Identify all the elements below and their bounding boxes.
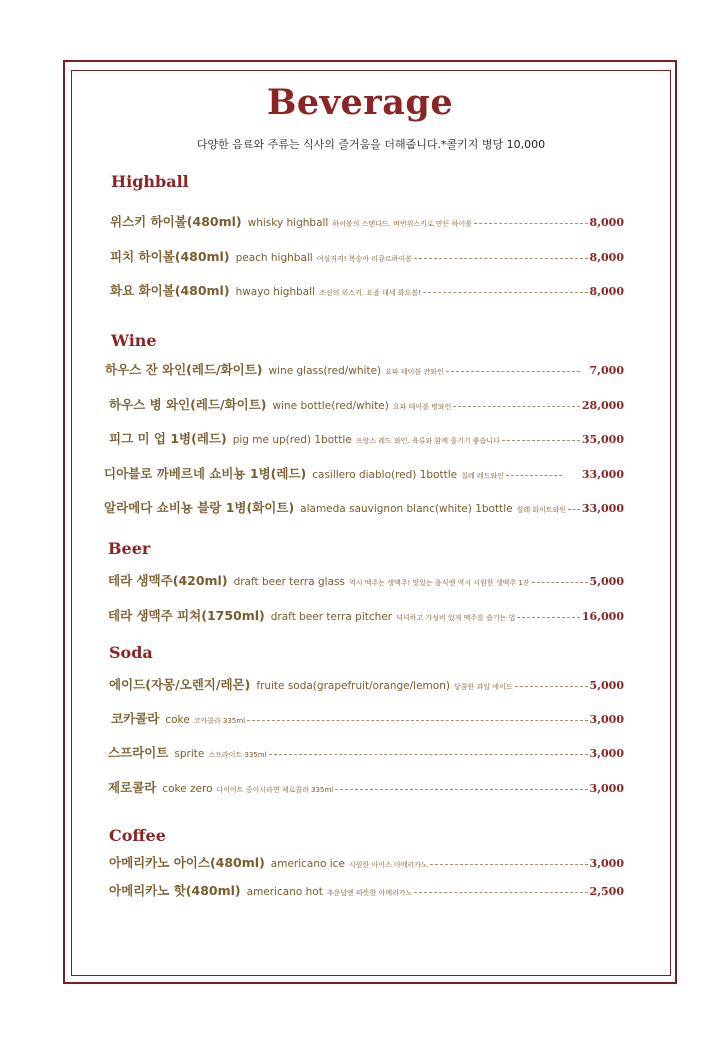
item-english-name: casillero diablo(red) 1bottle: [312, 469, 458, 481]
menu-item: [109, 853, 624, 871]
section-title-wine: Wine: [111, 331, 157, 350]
leader-dots: [532, 582, 588, 583]
item-price: 8,000: [589, 251, 624, 264]
item-price: 33,000: [581, 502, 624, 515]
leader-dots: [335, 789, 587, 790]
item-description: 역시 맥주는 생맥주! 맛있는 음식엔 역시 시원한 생맥주 1잔: [348, 579, 530, 587]
item-description: 요파 테이블 잔와인: [385, 368, 444, 376]
leader-dots: [453, 406, 579, 407]
menu-item: [110, 281, 624, 299]
item-price: 2,500: [589, 885, 624, 898]
menu-item: [108, 778, 624, 796]
leader-dots: [446, 371, 580, 372]
item-price: 3,000: [589, 713, 624, 726]
item-english-name: americano ice: [270, 858, 345, 870]
item-english-name: peach highball: [235, 252, 313, 264]
item-name: 화요 화이볼(480ml): [110, 283, 230, 298]
section-title-highball: Highball: [111, 172, 189, 191]
menu-item: [109, 395, 624, 413]
menu-item: [109, 429, 624, 447]
item-description: 요파 테이블 병와인: [392, 403, 452, 411]
item-name: 피치 하이볼(480ml): [110, 249, 230, 264]
item-description: 프랑스 레드 와인. 육류와 함께 즐기기 좋습니다: [355, 437, 500, 445]
menu-item: [109, 881, 624, 899]
item-description: 추운날엔 따뜻한 아메리카노: [326, 889, 413, 897]
menu-item: [108, 606, 624, 624]
page-subtitle: 다양한 음료와 주류는 식사의 즐거움을 더해줍니다.*콜키지 병당 10,000: [196, 138, 546, 151]
item-name: 하우스 잔 와인(레드/화이트): [105, 362, 263, 377]
leader-dots: [414, 892, 587, 893]
item-description: 조선의 위스키. 요즘 대세 화요볼!: [319, 289, 421, 297]
menu-item: [104, 498, 624, 516]
item-price: 16,000: [581, 610, 624, 623]
item-price: 5,000: [589, 679, 624, 692]
item-name: 위스키 하이볼(480ml): [110, 214, 242, 229]
item-name: 하우스 병 와인(레드/화이트): [109, 397, 267, 412]
item-price: 28,000: [581, 399, 624, 412]
item-name: 코카콜라: [111, 711, 160, 726]
leader-dots: [515, 686, 588, 687]
item-name: 테라 생맥주(420ml): [108, 573, 228, 588]
leader-dots: [269, 754, 588, 755]
menu-item: [105, 360, 624, 378]
item-price: 5,000: [589, 575, 624, 588]
item-english-name: wine bottle(red/white): [272, 400, 389, 412]
item-price: 33,000: [581, 468, 624, 481]
leader-dots: [430, 864, 588, 865]
item-english-name: draft beer terra pitcher: [270, 611, 393, 623]
item-description: 스프라이트 335ml: [208, 751, 267, 759]
item-english-name: wine glass(red/white): [268, 365, 382, 377]
item-name: 스프라이트: [108, 745, 169, 760]
page-title: Beverage: [266, 82, 454, 123]
item-description: 코카콜라 335ml: [193, 717, 246, 725]
item-price: 35,000: [581, 433, 624, 446]
item-english-name: americano hot: [246, 886, 323, 898]
menu-item: [111, 709, 624, 727]
item-english-name: whisky highball: [247, 217, 329, 229]
item-english-name: coke zero: [162, 783, 213, 795]
menu-item: [109, 675, 624, 693]
item-name: 아메리카노 아이스(480ml): [109, 855, 265, 870]
section-title-beer: Beer: [108, 539, 151, 558]
item-name: 아메리카노 핫(480ml): [109, 883, 241, 898]
item-name: 제로콜라: [108, 780, 157, 795]
item-description: 달콤한 과일 에이드: [453, 683, 513, 691]
item-english-name: coke: [165, 714, 190, 726]
leader-dots: [474, 223, 588, 224]
item-english-name: fruite soda(grapefruit/orange/lemon): [256, 680, 450, 692]
leader-dots: [506, 475, 562, 476]
section-title-soda: Soda: [109, 643, 153, 662]
item-english-name: hwayo highball: [235, 286, 316, 298]
menu-item: [110, 212, 624, 230]
item-price: 8,000: [589, 285, 624, 298]
leader-dots: [414, 258, 588, 259]
item-name: 피그 미 업 1병(레드): [109, 431, 227, 446]
item-name: 알라메다 쇼비뇽 블랑 1병(화이트): [104, 500, 295, 515]
item-description: 시원한 아이스 아메리카노: [348, 861, 428, 869]
item-english-name: pig me up(red) 1bottle: [232, 434, 352, 446]
leader-dots: [517, 617, 579, 618]
item-english-name: alameda sauvignon blanc(white) 1bottle: [300, 503, 513, 515]
item-description: 여심저격! 복숭아 리큐르하이볼: [316, 255, 412, 263]
leader-dots: [502, 440, 580, 441]
item-name: 에이드(자몽/오렌지/레몬): [109, 677, 251, 692]
item-description: 칠레 화이트와인: [516, 506, 567, 514]
item-price: 3,000: [589, 857, 624, 870]
menu-item: [108, 743, 624, 761]
item-price: 3,000: [589, 747, 624, 760]
leader-dots: [423, 292, 588, 293]
item-description: 넉넉하고 가성비 있게 맥주를 즐기는 법: [396, 614, 516, 622]
item-english-name: sprite: [174, 748, 205, 760]
item-description: 칠레 레드와인: [461, 472, 504, 480]
leader-dots: [568, 509, 580, 510]
item-english-name: draft beer terra glass: [233, 576, 345, 588]
item-description: 다이어트 중이시라면 제로콜라 335ml: [216, 786, 334, 794]
item-description: 하이볼의 스탠다드. 버번위스키로 만든 하이볼: [332, 220, 472, 228]
item-price: 7,000: [589, 364, 624, 377]
item-name: 디아블로 까베르네 쇼비뇽 1병(레드): [104, 466, 307, 481]
leader-dots: [247, 720, 587, 721]
menu-item: [110, 247, 624, 265]
menu-item: [104, 464, 624, 482]
item-price: 8,000: [589, 216, 624, 229]
item-name: 테라 생맥주 피쳐(1750ml): [108, 608, 265, 623]
item-price: 3,000: [589, 782, 624, 795]
section-title-coffee: Coffee: [109, 826, 166, 845]
menu-item: [108, 571, 624, 589]
